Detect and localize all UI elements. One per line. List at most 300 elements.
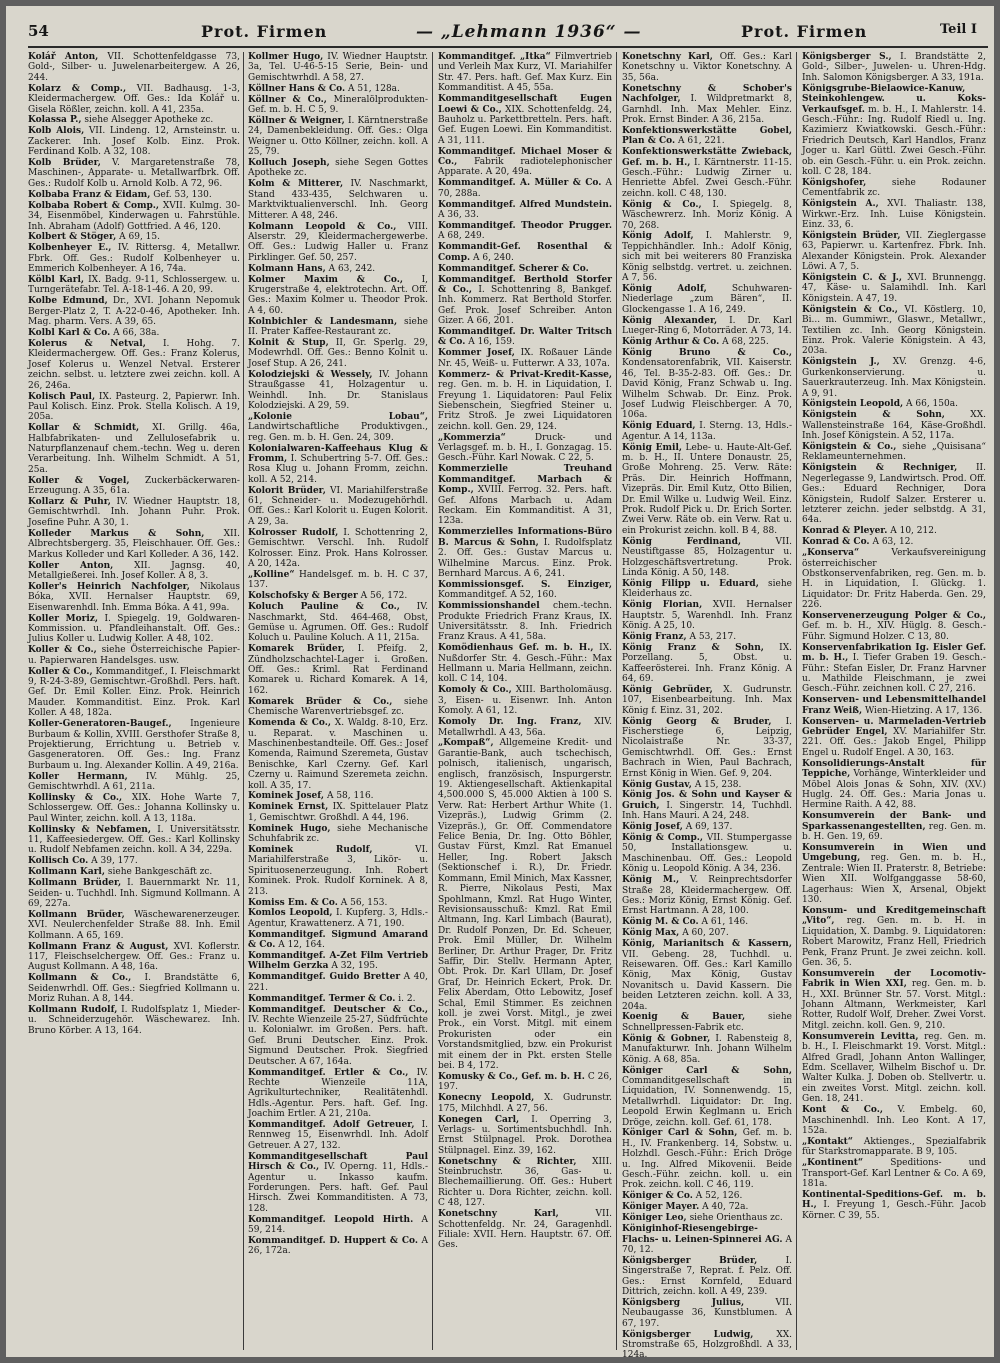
directory-entry: [28, 973, 240, 1004]
firm-name: Kolassa P.,: [28, 115, 82, 126]
directory-entry: [622, 780, 792, 790]
entry-details: I. Rudolfsplatz 1, Mieder- u. Schneiderzugehör. Wäschewarez. Inh. Bruno Körber. A 13, 164.: [28, 1005, 240, 1036]
entry-details: VII. Stumpergasse 50, Installationsgew. u. Maschinenbau. Off. Ges.: Leopold König u. Leopold König. A 34, 236.: [622, 833, 792, 875]
directory-entry: [28, 825, 240, 856]
firm-name: Kominek Ernst,: [248, 802, 329, 813]
entry-details: XVI. Brunnengg. 47, Käse- u. Salamihdl. Inh. Karl Königstein. A 47, 19.: [802, 273, 986, 304]
firm-name: Königstein & Rechniger,: [802, 463, 958, 474]
firm-name: Komlos Leopold,: [248, 908, 333, 919]
directory-entry: [622, 643, 792, 685]
directory-entry: [28, 867, 240, 877]
entry-details: IX. Nußdorfer Str. 4. Gesch.-Führ.: Max Hellmann u. Maria Hellmann, zeichn. koll. C 14, 104.: [438, 643, 612, 685]
entry-details: I. Universitätsstr. 11, Kaffeesiedergew. Off. Ges.: Karl Kollinsky u. Rudolf Nebfamen zeichn. koll. A 34, 229a.: [28, 824, 240, 856]
firm-name: Kollmann Brüder,: [28, 878, 122, 889]
firm-name: Koller-Generatoren-Baugef.,: [28, 719, 172, 730]
firm-name: König Alexander,: [622, 315, 718, 326]
firm-name: Königstein J.,: [802, 357, 880, 368]
firm-name: König M.,: [622, 875, 680, 886]
entry-details: A 26, 172a.: [248, 1236, 428, 1257]
entry-details: I. Singerstr. 14, Tuchhdl. Inh. Hans Mauri. A 24, 248.: [622, 800, 792, 822]
firm-name: Kollarz & Puhr,: [28, 497, 111, 508]
directory-entry: [248, 486, 428, 528]
entry-details: I. Schottenring 8, Bankgef. Inh. Kommerz. Rat Berthold Storfer. Gef. Prok. Josef Schreiber. Anton Gizer. A 66, 201.: [438, 284, 612, 327]
directory-entry: [802, 84, 986, 178]
entry-details: Zuckerbäckerwaren-Erzeugung. A 35, 61a.: [28, 475, 240, 497]
directory-entry: [802, 906, 986, 968]
directory-entry: [248, 1120, 428, 1151]
entry-column-2: [248, 52, 428, 1350]
entry-details: VIII. Alserstr. 29, Kleidermachergewerbe. Off. Ges.: Ludwig Haller u. Franz Pirklinger. Gef. 50, 257.: [248, 221, 428, 263]
firm-name: „Kontakt“: [802, 1136, 853, 1147]
firm-name: „Konserva“: [802, 548, 860, 559]
entry-details: XVI. Koflerstr. 117, Fleischselchergew. Off. Ges.: Franz u. August Kollmann. A 48, 16a.: [28, 941, 240, 973]
directory-entry: [622, 52, 792, 83]
directory-entry: [248, 602, 428, 644]
directory-entry: [28, 878, 240, 909]
directory-entry: [28, 476, 240, 497]
directory-entry: [28, 328, 240, 338]
entry-details: siehe Kleiderhaus zc.: [622, 578, 792, 600]
directory-entry: [438, 464, 612, 526]
entry-details: A 66, 150a.: [906, 399, 958, 410]
firm-name: Koller & Co.,: [28, 666, 93, 677]
directory-entry: [622, 231, 792, 283]
directory-entry: [438, 52, 612, 94]
directory-entry: [622, 939, 792, 1012]
entry-details: siehe Rodauner Cementfabrik zc.: [802, 177, 986, 199]
firm-name: Königer & Co.: [622, 1191, 693, 1202]
firm-name: „Kolonie Lobau“,: [248, 411, 428, 422]
entry-details: VII. Zieglergasse 63, Papierwr. u. Kartenfrez. Fbrk. Inh. Alexander Königstein. Prok. Alexander Löwi. A 7, 5.: [802, 230, 986, 273]
entry-details: I. Freyung 1, Gesch.-Führ. Jacob Körner. C 39, 55.: [802, 1200, 986, 1221]
directory-entry: [248, 791, 428, 801]
firm-name: Kolluch Joseph,: [248, 158, 330, 169]
directory-entry: [802, 695, 986, 716]
directory-entry: [438, 242, 612, 263]
entry-details: I. Rudolfsplatz 2. Off. Ges.: Gustav Marcus u. Wilhelmine Marcus. Einz. Prok. Bernhard Marcus. A 6, 241.: [438, 537, 612, 579]
directory-entry: [438, 717, 612, 738]
entry-details: I. Spiegelg. 8, Wäschewrerz. Inh. Moriz König. A 70, 268.: [622, 199, 792, 231]
directory-entry: [802, 178, 986, 199]
entry-details: Kondensatorenfabrik, VII. Kaiserstr. 46, Tel. B-35-2-83. Off. Ges.: Dr. David König, Franz Schwab u. Ing. Wilhelm Schwab. Dr. Einz. Prok. Josef Ludwig Fleischberger. A 70, 106a.: [622, 358, 792, 421]
entry-details: XIX. Schottenfeldg. 24, Bauholz u. Parkettbretteln. Pers. haft. Gef. Eugen Loewi. Ein Kommanditist. A 31, 111.: [438, 104, 612, 146]
firm-name: Koller & Vogel,: [28, 475, 130, 486]
entry-details: A 40, 72a.: [702, 1202, 749, 1213]
directory-entry: [438, 433, 612, 464]
entry-details: A 69, 137.: [685, 822, 733, 833]
entry-details: A 12, 164.: [278, 940, 325, 951]
entry-details: I. Kupferg. 3, Hdls.-Agentur, Krawattenerz. A 71, 190.: [248, 908, 428, 929]
firm-name: Koller's Heinrich Nachfolger,: [28, 581, 190, 592]
entry-details: C 26, 197.: [438, 1071, 612, 1093]
firm-name: Königsberger Brüder,: [622, 1255, 758, 1266]
firm-name: Konetschny Karl,: [438, 1209, 559, 1220]
firm-name: Kollinsky & Co.,: [28, 792, 123, 803]
firm-name: Kommer Josef,: [438, 348, 515, 359]
entry-details: I. Brandstätte 6, Seidenwrhdl. Off. Ges.: Siegfried Kollmann u. Moriz Ruhan. A 8, 144.: [28, 973, 240, 1005]
firm-name: Kontinental-Speditions-Gef. m. b. H.,: [802, 1189, 986, 1211]
directory-entry: [438, 1093, 612, 1114]
entry-details: I. Rabensteig 8, Manufakturwr. Inh. Johann Wilhelm König. A 68, 85a.: [622, 1033, 792, 1065]
entry-details: Kommanditgef., I. Fleischmarkt 9, R-24-3-89, Gemischtwr.-Großhdl. Pers. haft. Gef. Dr. Emil Koller. Einz. Prok. Heinrich Mauder. Kommanditist. Einz. Prok. Karl Koller. A 48, 182a.: [28, 666, 240, 719]
entry-details: VII. Neustiftgasse 85, Holzagentur u. Holzgeschäftsvertretung. Prok. Linda König. A 50, 148.: [622, 536, 792, 578]
directory-entry: [802, 843, 986, 905]
firm-name: Kollmer Hugo,: [248, 52, 324, 62]
directory-entry: [622, 833, 792, 875]
directory-entry: [28, 52, 240, 83]
entry-details: I. Brandstätte 2, Gold-, Silber-, Juwelen- u. Uhren-Hdg. Inh. Salomon Königsberger. A 33, 191a.: [802, 52, 986, 83]
directory-entry: [248, 1005, 428, 1067]
directory-entry: [248, 908, 428, 929]
directory-entry: [28, 275, 240, 296]
entry-details: I. Fischerstiege 6, Leipzig, Nicolaistraße Nr. 33-37, Gemischtwrhdl. Off. Ges.: Ernst Bachrach in Wien, Paul Bachrach, Ernst König in Wien. Gef. 9, 204.: [622, 716, 792, 779]
firm-name: Königer Carl & Sohn,: [622, 1065, 792, 1076]
directory-entry: [622, 1012, 792, 1033]
entry-details: XIII. Steinbruchstr. 36, Gas- u. Blechemaillierung. Off. Ges.: Hubert Richter u. Dora Richter, zeichn. koll. C 48, 127.: [438, 1156, 612, 1209]
firm-name: Kommanditgef. Termer & Co.: [248, 993, 396, 1004]
directory-entry: [802, 463, 986, 525]
directory-entry: [248, 275, 428, 317]
entry-details: Gef. m. b. H., IV. Frankenberg. 14, Sobstw. u. Holzhdl. Gesch.-Führ.: Erich Dröge u. Ing. Alfred Mikovenii. Beide Gesch.-Führ. zeichn. koll. u. ein Prok. zeichn. koll. C 46, 119.: [622, 1128, 792, 1191]
entry-details: Vorhänge, Winterkleider und Möbel Alois Jonas & Sohn, XIV. (XV.) Huglg. 24. Off. Ges.: Maria Jonas u. Hermine Raith. A 42, 88.: [802, 769, 986, 811]
entry-details: A 40, 221.: [248, 972, 428, 993]
entry-details: A 69, 15.: [119, 232, 160, 243]
entry-details: Verkaufsvereinigung österreichischer Obstkonservenfabriken, reg. Gen. m. b. H. in Liquidation, I. Glückg. 1. Liquidator: Dr. Fritz Haberda. Gen. 29, 226.: [802, 548, 986, 611]
directory-entry: [248, 222, 428, 264]
entry-details: siehe Schnellpressen-Fabrik etc.: [622, 1012, 792, 1033]
entry-details: IV. Naschmarkt, Std. 464-468, Obst, Gemüse u. Agrumen. Off. Ges.: Rudolf Koluch u. Pauline Koluch. A 11, 215a.: [248, 602, 428, 644]
directory-entry: [802, 199, 986, 230]
firm-name: Kollisch Co.: [28, 856, 89, 867]
entry-details: I. Schubertring 5-7. Off. Ges.: Rosa Klug u. Johann Fromm, zeichn. koll. A 52, 214.: [248, 453, 428, 485]
entry-column-1: [28, 52, 240, 1350]
firm-name: Kollmann Franz & August,: [28, 941, 169, 952]
directory-entry: [622, 147, 792, 199]
directory-entry: [438, 685, 612, 716]
entry-details: m. b. H., I. Mahlerstr. 14. Gesch.-Führ.: Ing. Rudolf Riedl u. Ing. Kazimierz Kwiatkowski. Gesch.-Führ.: Friedrich Deutsch, Karl Handlos, Franz Joger u. Karl Güttl. Zwei Gesch.-Führ. ob. ein Gesch.-Führ. u. ein Prok. zeichn. koll. C 28, 184.: [802, 104, 986, 177]
firm-name: Königstein & Sohn,: [802, 410, 945, 421]
directory-entry: [248, 264, 428, 274]
directory-entry: [622, 822, 792, 832]
entry-details: IX. Pasteurg. 2, Papierwr. Inh. Paul Kolisch. Einz. Prok. Stella Kolisch. A 19, 205a.: [28, 391, 240, 423]
entry-details: I. Spiegelg. 19, Goldwaren-Kommission. u. Pfandleihanstalt. Off. Ges.: Julius Koller u. Ludwig Koller. A 48, 102.: [28, 613, 240, 645]
firm-name: Kommerz- & Privat-Kredit-Kasse,: [438, 369, 612, 380]
directory-entry: [622, 443, 792, 537]
directory-entry: [248, 1236, 428, 1257]
directory-entry: [802, 1137, 986, 1158]
firm-name: Kommanditgef. Michael Moser & Co.,: [438, 146, 612, 168]
firm-name: Konsolidierungs-Anstalt für Teppiche,: [802, 758, 986, 780]
firm-name: Konsum- und Kreditgemeinschaft „Vito“,: [802, 905, 986, 927]
directory-entry: [248, 1068, 428, 1120]
firm-name: König Arthur & Co.: [622, 336, 720, 347]
firm-name: Konsumverein in Wien und Umgebung,: [802, 842, 986, 864]
directory-entry: [802, 1190, 986, 1221]
firm-name: Koller Hermann,: [28, 771, 128, 782]
entry-details: A 52, 126.: [695, 1191, 743, 1202]
entry-details: Speditions- und Transport-Gef. Karl Lentner & Co. A 69, 181a.: [802, 1158, 986, 1189]
directory-entry: [622, 126, 792, 147]
directory-entry: [28, 84, 240, 115]
directory-entry: [28, 582, 240, 613]
entry-details: reg. Gen. m. b. H. in Liquidation, X. Dambg. 9. Liquidatoren: Robert Marowitz, Franz Hell, Friedrich Penk, Franz Prunt. Je zwei zeichn. koll. Gen. 36, 5.: [802, 916, 986, 968]
entry-details: reg. Gen. m. b. H. in Liquidation, I. Freyung 1. Liquidatoren: Paul Felix Siebenschein, Siegfried Steiner u. Fritz Stroß. Je zwei Liquidatoren zeichn. koll. Gen. 29, 124.: [438, 380, 612, 432]
entry-details: II. Negerlegasse 9, Landwirtsch. Prod. Off. Ges.: Eduard Rechniger, Dora Königstein, Rudolf Salzer. Ersterer u. letzterer zeichn. jeder selbstdg. A 31, 64a.: [802, 463, 986, 526]
firm-name: König Florian,: [622, 600, 703, 611]
firm-name: Kolb Alois,: [28, 126, 85, 137]
entry-details: V. Margaretenstraße 78, Maschinen-, Apparate- u. Metallwarfbrk. Off. Ges.: Rudolf Kolb u. Arnold Kolb. A 72, 96.: [28, 158, 240, 189]
firm-name: König Emil,: [622, 442, 682, 453]
directory-entry: [438, 200, 612, 221]
firm-name: König Gustav,: [622, 779, 692, 790]
firm-name: Königsberg Julius,: [622, 1297, 745, 1308]
firm-name: König & Co.,: [622, 199, 702, 210]
column-divider: [432, 52, 433, 1350]
center-running-title: — „Lehmann 1936“ —: [416, 22, 642, 42]
entry-details: XVII. Hernalser Hauptstr. 5, Warenhdl. Inh. Franz König. A 25, 10.: [622, 600, 792, 631]
directory-entry: [248, 317, 428, 338]
entry-details: A 32, 195.: [331, 961, 378, 972]
entry-details: A 58, 116.: [326, 791, 374, 802]
directory-entry: [622, 1298, 792, 1329]
directory-entry: [802, 399, 986, 409]
firm-name: Königstein Leopold,: [802, 399, 904, 410]
directory-entry: [28, 201, 240, 232]
entry-details: A 70, 288a.: [438, 178, 612, 199]
firm-name: Konrad & Pleyer.: [802, 526, 888, 537]
directory-entry: [28, 529, 240, 560]
directory-entry: [622, 685, 792, 716]
directory-entry: [622, 600, 792, 631]
directory-entry: [622, 537, 792, 579]
directory-entry: [438, 147, 612, 178]
entry-details: reg. Gen. m. b. H., I. Fleischmarkt 19. Vorst. Mitgl.: Alfred Gradl, Johann Anton Wallinger, Edm. Scellaver, Wilhelm Bischof u. Dr. Walter Kulka. J. Doben ob. Stellvertr. u. ein zweites Vorst. Mitgl. zeichn. koll. Gen. 18, 241.: [802, 1031, 986, 1105]
entry-details: A 61, 221.: [677, 136, 725, 147]
firm-name: König Adolf,: [622, 231, 694, 242]
entry-details: Filmvertrieb und Verleih Max Kurz, VI. Mariahilfer Str. 47. Pers. haft. Gef. Max Kurz. Ein Kommanditist. A 45, 55a.: [438, 52, 612, 94]
entry-details: Ingenieure Burbaum & Kollin, XVIII. Gersthofer Straße 8, Projektierung, Errichtung u. Betrieb v. Gasgeneratoren. Off. Ges.: Ing. Franz Burbaum u. Ing. Alexander Kollin. A 49, 216a.: [28, 719, 240, 771]
entry-details: I. Schottenring 2, Gemischtwr. Verschl. Inh. Rudolf Kolrosser. Einz. Prok. Hans Kolrosser. A 20, 142a.: [248, 527, 428, 569]
firm-name: Köllner Hans & Co.: [248, 83, 346, 94]
entry-details: siehe Bankgeschäft zc.: [107, 867, 213, 878]
firm-name: Konfektionswerkstätte Zwieback, Gef. m. b. H.,: [622, 147, 792, 168]
firm-name: Koller Moriz,: [28, 613, 99, 624]
entry-details: XVI. Thaliastr. 138, Wirkwr.-Erz. Inh. Luise Königstein. Einz. 33, 6.: [802, 199, 986, 230]
entry-details: XX. Wallensteinstraße 164, Käse-Großhdl. Inh. Josef Königstein. A 52, 117a.: [802, 410, 986, 442]
directory-entry: [802, 1158, 986, 1189]
directory-entry: [248, 158, 428, 179]
directory-entry: [622, 1330, 792, 1361]
directory-entry: [802, 548, 986, 610]
firm-name: König M. & Co.: [622, 917, 699, 928]
entry-details: IV. Wiedner Hauptstr. 3a, Tel. U-46-5-15 Serie, Bein- und Gemischtwrhdl. A 58, 27.: [248, 52, 428, 83]
entry-details: A 39, 177.: [91, 856, 138, 867]
firm-name: Konegen Carl,: [438, 1114, 520, 1125]
directory-entry: [248, 338, 428, 369]
firm-name: Kommanditgef. Sigmund Amarand & Co.: [248, 929, 428, 951]
directory-entry: [622, 1034, 792, 1065]
entry-details: IV. Wiedner Hauptstr. 18, Gemischtwrhdl. Inh. Johann Puhr. Prok. Josefine Puhr. A 30, 1.: [28, 497, 240, 528]
entry-details: I. Mahlerstr. 9, Teppichhändler. Inh.: Adolf König, sich mit bei weiterers 80 Franziska König selbstdg. vertret. u. zeichnen. A 7, 56.: [622, 231, 792, 284]
firm-name: Kolerus & Netval,: [28, 338, 146, 349]
directory-entry: [248, 444, 428, 486]
firm-name: König Gebrüder,: [622, 684, 713, 695]
firm-name: Koluch Pauline & Co.,: [248, 602, 400, 613]
firm-name: Konecny Leopold,: [438, 1093, 535, 1104]
directory-entry: [248, 845, 428, 897]
entry-details: reg. Gen. m. b. H. Gen. 19, 69.: [802, 821, 986, 843]
directory-entry: [28, 190, 240, 200]
directory-entry: [28, 158, 240, 189]
firm-name: Konserven- u. Marmeladen-Vertrieb Gebrüder Engel,: [802, 716, 986, 737]
entry-details: VI. Mariahilferstraße 3, Likör- u. Spirituosenerzeugung. Inh. Robert Kominek. Prok. Rudolf Korninek. A 8, 213.: [248, 844, 428, 897]
firm-name: Konservenerzeugung Polger & Co.,: [802, 611, 986, 622]
entry-details: Dr., XVI. Johann Nepomuk Berger-Platz 2, T. A-22-0-46, Apotheker. Inh. Mag. pharm. Vers. A 39, 65.: [28, 296, 240, 328]
firm-name: Kommanditgef. Leopold Hirth.: [248, 1214, 414, 1225]
entry-details: Nikolaus Bóka, XVII. Hernalser Hauptstr. 69, Eisenwarenhdl. Inh. Emma Bóka. A 41, 99a.: [28, 581, 240, 613]
firm-name: Königshofer,: [802, 177, 867, 188]
directory-entry: [28, 614, 240, 645]
entry-details: A 56, 153.: [340, 897, 388, 908]
directory-entry: [438, 601, 612, 643]
firm-name: Konfektionswerkstätte Gobel, Plan & Co.: [622, 125, 792, 147]
firm-name: Komoly Dr. Ing. Franz,: [438, 717, 582, 728]
firm-name: Kollmann Brüder,: [28, 909, 125, 920]
entry-details: Commanditgesellschaft in Liquidation, IV. Sonnenwendg. 15, Metallwrhdl. Liquidator: Dr. Ing. Leopold Erwin Keglmann u. Erich Dröge, zeichn. koll. Gef. 61, 178.: [622, 1075, 792, 1128]
entry-details: I. Kärntnerstraße 24, Damenbekleidung. Off. Ges.: Olga Weigner u. Otto Köllner, zeichn. koll. A 25, 79.: [248, 115, 429, 158]
entry-details: VI. Köstlerg. 10, Bi... m. Gummiwr., Glaswr., Metallwr., Textilien zc. Inh. Georg Königstein. Einz. Prok. Valerie Königstein. A 43, 203a.: [802, 304, 986, 357]
entry-details: IX. Badg. 9-11, Schlossergew. u. Turngerätefabr. Tel. A-18-1-46. A 20, 99.: [28, 275, 240, 296]
directory-entry: [248, 52, 428, 83]
directory-entry: [622, 790, 792, 821]
firm-name: Königsberger Ludwig,: [622, 1329, 754, 1340]
directory-entry: [28, 645, 240, 666]
firm-name: Kolmann Leopold & Co.,: [248, 221, 397, 232]
directory-entry: [28, 772, 240, 793]
entry-details: A 15, 238.: [694, 779, 742, 790]
directory-entry: [248, 1215, 428, 1236]
firm-name: Kolbaba Robert & Comp.,: [28, 200, 160, 211]
entry-details: IX. Porzellang. 5, Obst. u. Kaffeerösterei. Inh. Franz König. A 64, 69.: [622, 642, 792, 684]
firm-name: Konetschny & Schober's Nachfolger,: [622, 83, 792, 105]
firm-name: Kolodziejski & Wessely,: [248, 369, 373, 380]
directory-entry: [248, 116, 428, 158]
firm-name: Kolbl Karl & Co.: [28, 328, 111, 339]
directory-entry: [438, 94, 612, 146]
directory-entry: [248, 570, 428, 591]
directory-entry: [248, 930, 428, 951]
entry-details: I. Singerstraße 7, Reprat. f. Pelz. Off. Ges.: Ernst Kornfeld, Eduard Dittrich, zeichn. koll. A 49, 239.: [622, 1255, 792, 1298]
entry-details: XVIII. Ferrog. 32. Pers. haft. Gef. Alfons Marbach u. Adam Reckam. Ein Kommanditist. A 31, 123a.: [438, 485, 612, 527]
entry-details: siehe Österreichische Papier- u. Papierwaren Handelsges. usw.: [28, 645, 240, 666]
directory-entry: [622, 1128, 792, 1190]
entry-details: siehe „Quisisana“ Reklameunternehmen.: [802, 442, 986, 463]
entry-details: siehe Alsegger Apotheke zc.: [84, 115, 214, 126]
entry-details: XIII. Bartholomäusg. 3, Eisen- u. Eisenwr. Inh. Anton Komoly. A 61, 12.: [438, 685, 612, 717]
entry-details: Fabrik radiotelephonischer Apparate. A 20, 49a.: [438, 157, 612, 178]
directory-entry: [28, 793, 240, 824]
directory-entry: [438, 1072, 612, 1093]
directory-entry: [622, 717, 792, 779]
entry-details: siehe Segen Gottes Apotheke zc.: [248, 158, 428, 179]
entry-details: A 16, 159.: [468, 337, 515, 348]
entry-details: A 60, 207.: [682, 928, 729, 939]
directory-entry: [622, 421, 792, 442]
firm-name: Königsgrube-Bielaowice-Kanuw, Steinkohlengew. u. Koks-Verkaufsgef.: [802, 83, 986, 115]
directory-entry: [248, 644, 428, 696]
firm-name: Kominek Josef,: [248, 791, 325, 802]
directory-entry: [802, 759, 986, 811]
firm-name: Königsberger S.,: [802, 52, 892, 62]
firm-name: Kolmer Maxim & Co.,: [248, 274, 404, 285]
firm-name: König Ferdinand,: [622, 536, 742, 547]
directory-entry: [802, 410, 986, 441]
firm-name: Kolleder Markus & Sohn,: [28, 528, 205, 539]
firm-name: Kolbe Edmund,: [28, 296, 108, 307]
firm-name: Kommanditgef. Ertler & Co.,: [248, 1067, 409, 1078]
directory-entry: [802, 442, 986, 463]
directory-entry: [438, 643, 612, 685]
directory-entry: [248, 1152, 428, 1214]
firm-name: Kommissionsgef. S. Einziger,: [438, 579, 612, 590]
firm-name: Kommerzielle Treuhand Kommanditgef. Marbach & Komp.,: [438, 464, 612, 496]
firm-name: König Adolf,: [622, 283, 707, 294]
entry-details: reg. Gen. m. b. H., XXI. Brünner Str. 57. Vorst. Mitgl.: Johann Altmann, Werkmeister, Karl Rotter, Rudolf Wolf, Dreher. Zwei Vorst. Mitgl. zeichn. koll. Gen. 9, 210.: [802, 979, 986, 1031]
directory-entry: [622, 1191, 792, 1201]
entry-details: VII. Neubaugasse 36, Kunstblumen. A 67, 197.: [622, 1297, 792, 1329]
entry-details: IX. Roßauer Lände Nr. 45, Weiß- u. Futterwr. A 33, 107a.: [438, 348, 612, 369]
entry-details: A 36, 33.: [438, 210, 479, 221]
entry-details: Kommanditgef. A 52, 160.: [438, 590, 557, 601]
firm-name: Kolbenheyer E.,: [28, 243, 112, 254]
firm-name: Königer Carl & Sohn,: [622, 1128, 738, 1139]
firm-name: Kolbaba Franz & Eidam,: [28, 189, 151, 200]
directory-page: [6, 6, 994, 1361]
directory-entry: [802, 1032, 986, 1105]
firm-name: Kolonialwaren-Kaffeehaus Klug & Fromm,: [248, 443, 428, 464]
firm-name: Kolschofsky & Berger: [248, 591, 358, 602]
entry-details: A 63, 242.: [328, 263, 376, 274]
entry-details: VII. Gebeng. 28, Tuchhdl. u. Reisewaren. Off. Ges.: Karl Kamillo König, Max König, Gustav Novanitsch u. David Kassern. Die beiden Letzteren zeichn. koll. A 33, 204a.: [622, 949, 792, 1012]
entry-details: A 63, 12.: [872, 537, 914, 548]
directory-entry: [802, 969, 986, 1031]
firm-name: Köllner & Co.,: [248, 94, 327, 105]
entry-details: VII. Badhausg. 1-3, Kleidermachergew. Off. Ges.: Ida Kolář u. Gisela Rößler, zeichn. koll. A 41, 235a.: [28, 83, 240, 115]
firm-name: Komiss Em. & Co.: [248, 897, 338, 908]
directory-entry: [28, 423, 240, 475]
firm-name: König, Marianitsch & Kassern,: [622, 939, 792, 950]
firm-name: Koenig & Bauer,: [622, 1012, 746, 1023]
entry-details: IV. Johann Straußgasse 41, Holzagentur u. Weinhdl. Inh. Dr. Stanislaus Kolodziejski. A 29, 59.: [248, 369, 428, 411]
firm-name: Kommanditgef. Deutscher & Co.,: [248, 1004, 428, 1015]
firm-name: König Bruno & Co.,: [622, 347, 792, 358]
directory-entry: [438, 1209, 612, 1251]
entry-details: XV. Grenzg. 4-6, Gurkenkonservierung. u. Sauerkrauterzeug. Inh. Max Königstein. A 9, 91.: [802, 357, 986, 399]
directory-entry: [438, 327, 612, 348]
firm-name: Kommanditgesellschaft Paul Hirsch & Co.,: [248, 1151, 428, 1173]
entry-details: IV. Rittersg. 4, Metallwr. Fbrk. Off. Ges.: Rudolf Kolbenheyer u. Emmerich Kolbenheyer. A 16, 74a.: [28, 243, 240, 275]
firm-name: Kolorit Brüder,: [248, 485, 326, 496]
directory-entry: [622, 200, 792, 231]
firm-name: Kolb Brüder,: [28, 158, 101, 169]
entry-details: I. Kärntnerstr. 11-15. Gesch.-Führ.: Ludwig Zirner u. Henriette Abfel. Zwei Gesch.-Führ. zeichn. koll. C 48, 130.: [622, 157, 792, 199]
entry-details: Lebe- u. Haute-Alt-Gef. m. b. H., II. Untere Donaustr. 25, Große Mohreng. 25. Verw. Räte: Präs. Dir. Heinrich Hoffmann, Vizepräs. Dir. Emil Kutz, Otto Bilien, Dr. Emil Wilke u. Ludwig Weil. Einz. Prok. Rudolf Pick u. Dr. Erich Sorter. Zwei Verw. Räte ob. ein Verw. Rat u. ein Prokurist zeichn. koll. B 4, 88.: [622, 442, 792, 536]
entry-details: siehe Mechanische Schuhfabrik zc.: [248, 823, 428, 845]
directory-entry: [248, 412, 428, 443]
firm-name: Kommanditgef. Guido Bretter: [248, 972, 401, 983]
entry-details: siehe Chemische Warenvertriebsgef. zc.: [248, 696, 428, 718]
firm-name: Komödienhaus Gef. m. b. H.,: [438, 643, 594, 654]
